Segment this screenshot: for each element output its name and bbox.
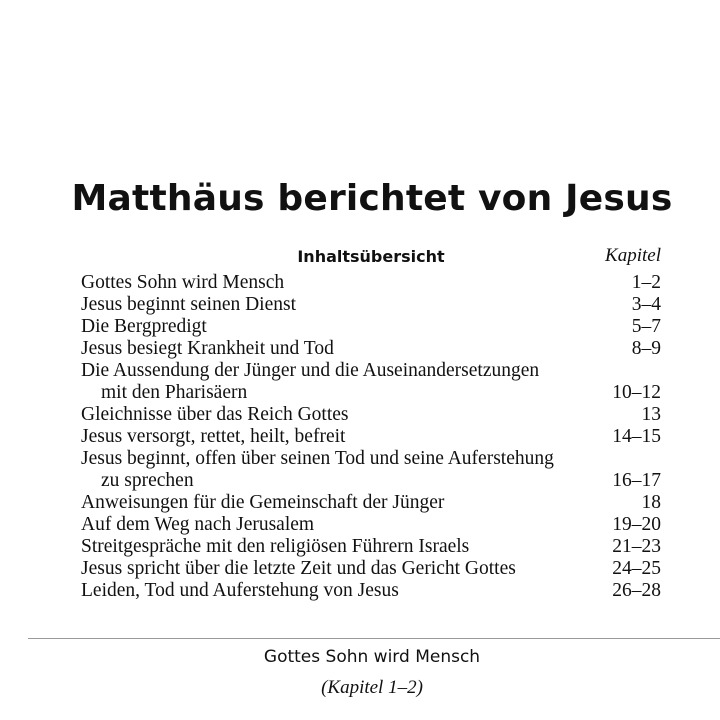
- toc-entry-title: Leiden, Tod und Auferstehung von Jesus: [81, 580, 399, 601]
- toc-header: [81, 245, 661, 269]
- toc-heading: Inhaltsübersicht: [297, 247, 445, 266]
- toc-entry-chapters: 18: [641, 492, 661, 513]
- toc-chapter-column-label: Kapitel: [605, 245, 661, 266]
- toc-entry-title: Gleichnisse über das Reich Gottes: [81, 404, 349, 425]
- toc-entry-chapters: 5–7: [631, 316, 661, 337]
- toc-entry: [81, 580, 661, 602]
- toc-entry-title: Jesus versorgt, rettet, heilt, befreit: [81, 426, 346, 447]
- toc-entry-chapters: 16–17: [612, 470, 661, 491]
- toc-entry-chapters: 24–25: [612, 558, 661, 579]
- toc-entry-title: Auf dem Weg nach Jerusalem: [81, 514, 315, 535]
- toc-entry-title: Gottes Sohn wird Mensch: [81, 272, 285, 293]
- toc-entry-chapters: 26–28: [612, 580, 661, 601]
- toc-entry: [81, 404, 661, 426]
- toc-entry-title: Jesus spricht über die letzte Zeit und das Gericht Gottes: [81, 558, 516, 579]
- toc-entry-chapters: 14–15: [612, 426, 661, 447]
- toc-entry: [81, 514, 661, 536]
- toc-entry-chapters: 8–9: [631, 338, 661, 359]
- toc-entry-title: Jesus besiegt Krankheit und Tod: [81, 338, 334, 359]
- toc-entry-title: Die Bergpredigt: [81, 316, 207, 337]
- section-subtitle: (Kapitel 1–2): [321, 677, 423, 698]
- toc-entry-chapters: 10–12: [612, 382, 661, 403]
- toc-entry: [81, 492, 661, 514]
- toc-entry-title: Jesus beginnt, offen über seinen Tod und seine Auferstehung: [81, 448, 554, 469]
- page-title: Matthäus berichtet von Jesus: [71, 178, 673, 219]
- toc-entry: [81, 536, 661, 558]
- toc-entry: [81, 338, 661, 360]
- toc-entry: [81, 448, 661, 492]
- toc-entry: [81, 558, 661, 580]
- toc-entry-chapters: 19–20: [612, 514, 661, 535]
- toc-entry: [81, 426, 661, 448]
- toc-entry-chapters: 1–2: [631, 272, 661, 293]
- toc-entry-chapters: 3–4: [631, 294, 661, 315]
- section-divider: [28, 638, 720, 639]
- toc-entry-title: Anweisungen für die Gemeinschaft der Jünger: [81, 492, 445, 513]
- toc-entry-title: Die Aussendung der Jünger und die Auseinandersetzungen: [81, 360, 540, 381]
- toc-entry-title-continued: zu sprechen: [101, 470, 194, 491]
- toc-entry: [81, 294, 661, 316]
- toc-list: [81, 272, 661, 602]
- toc-entry-chapters: 13: [641, 404, 661, 425]
- toc-entry: [81, 360, 661, 404]
- section-title: Gottes Sohn wird Mensch: [263, 647, 481, 667]
- toc-entry-chapters: 21–23: [612, 536, 661, 557]
- toc-entry: [81, 272, 661, 294]
- toc-entry: [81, 316, 661, 338]
- toc-entry-title: Streitgespräche mit den religiösen Führern Israels: [81, 536, 470, 557]
- toc-entry-title: Jesus beginnt seinen Dienst: [81, 294, 297, 315]
- toc-entry-title-continued: mit den Pharisäern: [101, 382, 248, 403]
